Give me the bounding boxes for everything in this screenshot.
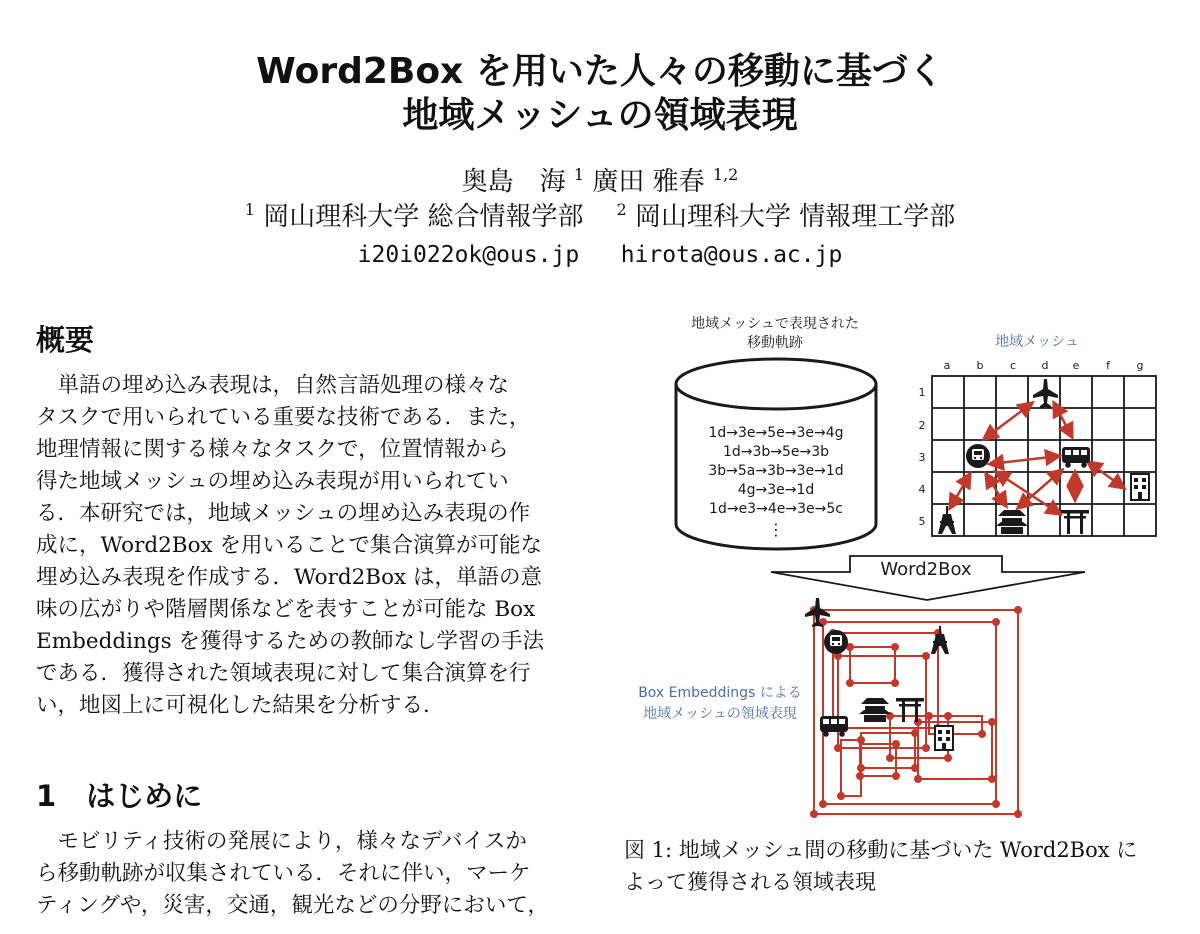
trajectory-label-line-1: 地域メッシュで表現された (691, 316, 859, 332)
shrine-icon (896, 698, 924, 722)
temple-icon (859, 698, 891, 722)
intro-body (36, 826, 581, 922)
abstract-line: 単語の埋め込み表現は，自然言語処理の様々な (36, 373, 510, 398)
abstract-line: タスクで用いられている重要な技術である．また， (36, 405, 531, 430)
abstract-line: 得た地域メッシュの埋め込み表現が用いられてい (36, 469, 509, 494)
affiliation-1-name: 岡山理科大学 総合情報学部 (263, 202, 584, 232)
mesh-label: 地域メッシュ (995, 334, 1079, 350)
shrine-icon (1061, 510, 1089, 534)
mesh-row-label: 2 (918, 419, 926, 432)
paper-title-line-2: 地域メッシュの領域表現 (402, 95, 798, 136)
caption-line-2: よって獲得される領域表現 (624, 870, 876, 894)
trajectory-line: 4g→3e→1d (737, 482, 815, 498)
intro-line: ら移動軌跡が収集されている．それに伴い，マーケ (36, 861, 531, 886)
abstract-line: 埋め込み表現を作成する．Word2Box は，単語の意 (36, 565, 543, 590)
mesh-col-label: d (1041, 359, 1049, 372)
intro-line: ティングや，災害，交通，観光などの分野において， (36, 893, 549, 918)
tower-icon (938, 506, 956, 534)
section-title: はじめに (86, 779, 203, 813)
author-2-affiliation-mark: 1,2 (712, 165, 739, 184)
affiliation-1-mark: 1 (244, 200, 255, 219)
bus-icon (1062, 447, 1090, 468)
paper-title-line-1: Word2Box を用いた人々の移動に基づく (256, 51, 944, 92)
mesh-col-label: g (1136, 359, 1144, 372)
affiliation-2-mark: 2 (616, 200, 627, 219)
train-icon (824, 630, 848, 654)
mesh-row-label: 5 (918, 515, 926, 528)
email-1: i20i022ok@ous.jp (357, 242, 580, 268)
affiliation-2-name: 岡山理科大学 情報理工学部 (634, 202, 956, 232)
abstract-heading: 概要 (36, 323, 95, 357)
abstract-line: Embeddings を獲得するための教師なし学習の手法 (36, 629, 544, 654)
section-number: 1 (36, 779, 57, 813)
abstract-line: 成に，Word2Box を用いることで集合演算が可能な (36, 533, 543, 558)
mesh-row-label: 3 (918, 451, 926, 464)
mesh-row-label: 4 (918, 483, 926, 496)
bus-icon (820, 716, 848, 737)
building-icon (1131, 474, 1149, 500)
trajectory-line: 3b→5a→3b→3e→1d (708, 463, 844, 479)
trajectory-ellipsis: ⋮ (768, 520, 784, 539)
author-list (0, 165, 1200, 199)
abstract-line: る．本研究では，地域メッシュの埋め込み表現の作 (36, 501, 531, 526)
building-icon (935, 726, 953, 750)
mesh-col-label: a (943, 359, 951, 372)
author-2-name: 廣田 雅春 (592, 167, 705, 197)
mesh-row-label: 1 (918, 386, 926, 399)
mesh-col-label: c (1009, 359, 1017, 372)
tower-icon (931, 626, 949, 654)
author-1-affiliation-mark: 1 (573, 165, 585, 184)
author-1-name: 奥島 海 (461, 167, 566, 197)
word2box-arrow (771, 556, 1085, 600)
mesh-col-label: f (1106, 359, 1110, 372)
mesh-col-label: b (976, 359, 984, 372)
section-1-heading (36, 778, 202, 814)
word2box-label: Word2Box (880, 559, 972, 580)
intro-line: モビリティ技術の発展により，様々なデバイスか (36, 829, 527, 854)
trajectory-line: 1d→e3→4e→3e→5c (709, 501, 843, 517)
abstract-line: である．獲得された領域表現に対して集合演算を行 (36, 661, 531, 686)
trajectory-label-line-2: 移動軌跡 (747, 335, 803, 351)
temple-icon (996, 510, 1028, 534)
trajectory-line: 1d→3b→5e→3b (722, 444, 830, 460)
abstract-body (36, 370, 581, 722)
affiliation-list (0, 200, 1200, 234)
email-list (0, 240, 1200, 270)
box-embeddings-label-line-2: 地域メッシュの領域表現 (643, 706, 797, 722)
trajectory-line: 1d→3e→5e→3e→4g (708, 425, 844, 441)
train-icon (966, 444, 990, 468)
email-2: hirota@ous.ac.jp (620, 242, 843, 268)
abstract-line: 味の広がりや階層関係などを表すことが可能な Box (36, 597, 536, 622)
mesh-col-label: e (1072, 359, 1080, 372)
abstract-line: 地理情報に関する様々なタスクで，位置情報から (36, 437, 509, 462)
figure-caption (624, 834, 1184, 898)
figure-1 (600, 300, 1200, 860)
abstract-line: い，地図上に可視化した結果を分析する． (36, 693, 445, 718)
caption-line-1: 図 1: 地域メッシュ間の移動に基づいた Word2Box に (624, 838, 1138, 862)
box-embeddings-label-line-1: Box Embeddings による (638, 685, 802, 701)
